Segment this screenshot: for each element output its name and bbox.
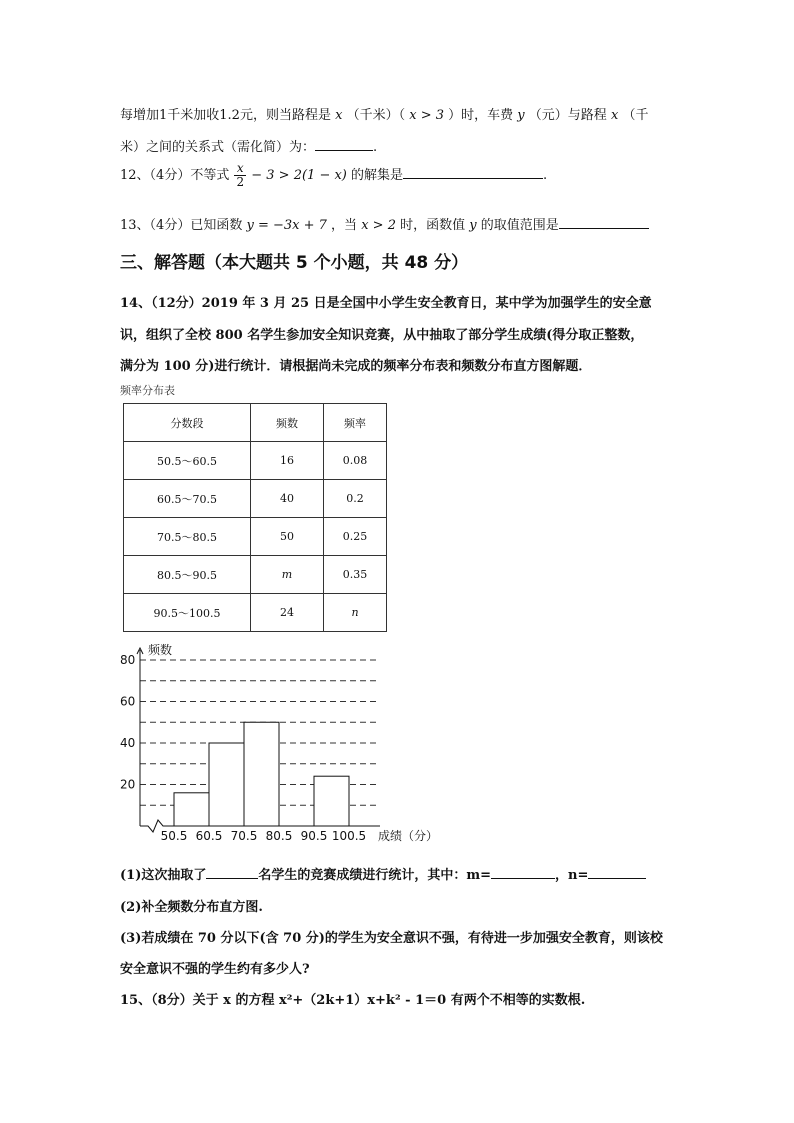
table-row <box>124 480 387 518</box>
section-title: 三、解答题（本大题共 5 个小题，共 48 分） <box>120 253 469 273</box>
var-y: y <box>517 108 525 123</box>
q15: 15、（8分）关于 x 的方程 x²+（2k+1）x+k² - 1＝0 有两个不相等的实数根. <box>120 993 586 1008</box>
histogram-bar <box>314 776 349 826</box>
text: （元）与路程 <box>528 108 607 123</box>
table-cell: 0.08 <box>324 442 387 480</box>
q14-line3: 满分为 100 分)进行统计．请根据尚未完成的频率分布表和频数分布直方图解题． <box>120 359 592 374</box>
frequency-table <box>123 403 387 632</box>
x-tick-label: 100.5 <box>331 829 367 843</box>
answer-blank[interactable] <box>315 137 373 151</box>
text: 名学生的竞赛成绩进行统计，其中：m= <box>258 868 492 883</box>
text: ）时，车费 <box>448 108 514 123</box>
header-cell: 分数段 <box>124 404 251 442</box>
q11-line1 <box>120 104 648 123</box>
table-cell: 0.25 <box>324 518 387 556</box>
table-row <box>124 518 387 556</box>
table-cell: 50 <box>251 518 324 556</box>
answer-blank[interactable] <box>588 865 646 879</box>
text: ，当 <box>331 218 358 233</box>
header-cell: 频数 <box>251 404 324 442</box>
table-cell: 80.5～90.5 <box>124 556 251 594</box>
answer-blank[interactable] <box>403 165 543 179</box>
histogram-bar <box>244 722 279 826</box>
q13 <box>120 214 649 233</box>
condition: x > 3 <box>409 108 444 123</box>
histogram-bar <box>209 743 244 826</box>
y-tick-label: 40 <box>120 736 136 750</box>
var-x: x <box>610 108 619 123</box>
y-tick-label: 20 <box>120 777 136 792</box>
bars <box>174 722 349 826</box>
table-cell: 40 <box>251 480 324 518</box>
period: . <box>543 168 548 183</box>
answer-blank[interactable] <box>559 215 649 229</box>
table-cell: 60.5～70.5 <box>124 480 251 518</box>
answer-blank[interactable] <box>491 865 555 879</box>
text: （千米）（ <box>346 108 406 123</box>
sub-question-3-line2: 安全意识不强的学生约有多少人? <box>120 962 310 977</box>
x-axis-title: 成绩（分） <box>378 829 439 843</box>
table-row <box>124 594 387 632</box>
table-cell: m <box>251 556 324 594</box>
text: （千 <box>622 108 649 123</box>
text: 时，函数值 <box>400 218 466 233</box>
x-tick-label: 90.5 <box>300 829 328 843</box>
table-cell: 0.2 <box>324 480 387 518</box>
denominator: 2 <box>236 175 245 189</box>
x-tick-label: 80.5 <box>265 829 293 843</box>
q14-line1: 14、（12分）2019 年 3 月 25 日是全国中小学生安全教育日，某中学为加强学生的安全意 <box>120 296 652 311</box>
table-row <box>124 556 387 594</box>
function: y = −3x + 7 <box>246 218 327 233</box>
table-cell: 70.5～80.5 <box>124 518 251 556</box>
sub-question-2: (2)补全频数分布直方图. <box>120 900 263 915</box>
table-cell: 50.5～60.5 <box>124 442 251 480</box>
q11-line2 <box>120 136 377 155</box>
q14-line2: 识，组织了全校 800 名学生参加安全知识竞赛，从中抽取了部分学生成绩(得分取正整数， <box>120 328 644 343</box>
sub-question-1 <box>120 864 646 883</box>
y-tick-label: 80 <box>120 653 136 667</box>
table-caption: 频率分布表 <box>120 384 175 397</box>
y-tick-label: 60 <box>120 694 136 709</box>
x-tick-label: 50.5 <box>160 829 188 843</box>
frequency-histogram <box>118 640 458 850</box>
sub-question-3-line1: (3)若成绩在 70 分以下(含 70 分)的学生为安全意识不强，有待进一步加强安全教育，则该校 <box>120 931 663 946</box>
fraction <box>234 162 246 189</box>
numerator: x <box>234 162 246 176</box>
answer-blank[interactable] <box>206 865 258 879</box>
text: 的取值范围是 <box>480 218 559 233</box>
table-cell: 0.35 <box>324 556 387 594</box>
q12 <box>120 162 547 189</box>
table-cell: n <box>324 594 387 632</box>
question-label: 12、（4分）不等式 <box>120 168 230 183</box>
text: (1)这次抽取了 <box>120 868 207 883</box>
table-header-row <box>124 404 387 442</box>
y-axis-title: 频数 <box>148 643 173 657</box>
header-cell: 频率 <box>324 404 387 442</box>
text: 每增加1千米加收1.2元，则当路程是 <box>120 108 331 123</box>
text: ，n= <box>555 868 589 883</box>
var-x: x <box>335 108 343 123</box>
inequality: − 3 > 2(1 − x) <box>251 168 347 183</box>
table-cell: 24 <box>251 594 324 632</box>
x-tick-label: 70.5 <box>230 829 258 843</box>
period: . <box>373 140 378 155</box>
question-label: 13、（4分）已知函数 <box>120 218 243 233</box>
var-y: y <box>469 218 477 233</box>
histogram-bar <box>174 793 209 826</box>
text: 的解集是 <box>351 168 404 183</box>
text: 米）之间的关系式（需化简）为： <box>120 140 316 155</box>
x-tick-label: 60.5 <box>195 829 223 843</box>
condition: x > 2 <box>361 218 396 233</box>
table-row <box>124 442 387 480</box>
table-cell: 90.5～100.5 <box>124 594 251 632</box>
table-cell: 16 <box>251 442 324 480</box>
